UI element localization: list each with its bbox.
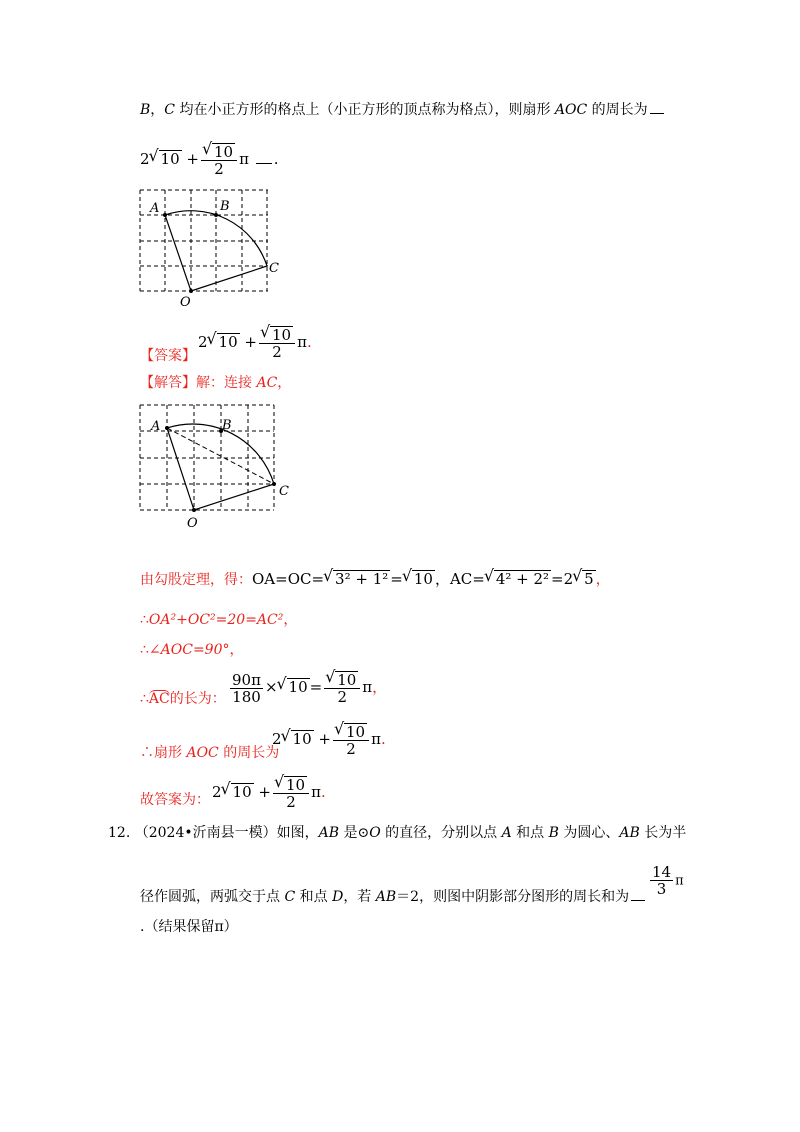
fraction: [333, 723, 369, 757]
problem11-line1: [140, 101, 666, 119]
problem12-answer: [648, 864, 684, 897]
frac-den: 2: [272, 343, 282, 361]
problem-text: ，若: [343, 889, 376, 905]
sum-squares: OA²+OC²=20=AC²: [148, 612, 284, 628]
comma: ，: [229, 642, 244, 658]
label-o: O: [180, 295, 191, 308]
therefore-symbol: ∴: [140, 612, 149, 628]
angle-aoc: ∠AOC=90°: [148, 642, 230, 658]
therefore-symbol: ∴: [140, 642, 149, 658]
problem-text: 和点: [295, 889, 333, 905]
perimeter-label: [140, 744, 279, 762]
problem-text: 长为半: [639, 825, 687, 841]
label-c: C: [269, 261, 279, 276]
point-o: [192, 508, 196, 512]
problem-text: 为圆心、: [558, 825, 620, 841]
frac-den: 2: [346, 740, 356, 758]
problem-text: 径作圆弧，两弧交于点: [140, 889, 285, 905]
problem-text: 的直径，分别以点: [380, 825, 502, 841]
period: .: [306, 333, 312, 351]
label-o: O: [187, 516, 198, 531]
pi: π: [675, 873, 684, 889]
problem-text: 是⊙: [339, 825, 370, 841]
frac-num: 90π: [232, 670, 261, 689]
pi: π: [297, 333, 307, 351]
sqrt: √ 10: [291, 730, 314, 747]
arc-length-label: [140, 690, 226, 708]
frac-den: 2: [337, 688, 348, 706]
point-a: [163, 213, 167, 217]
period: .: [320, 783, 326, 801]
frac-num: √ 10: [335, 671, 358, 688]
problem12-line2: [140, 888, 647, 906]
sqrt: √ 10: [159, 150, 182, 167]
point-b: [214, 213, 218, 217]
fraction: [201, 143, 237, 177]
fraction: [324, 671, 360, 705]
comma: ，: [283, 612, 298, 628]
label-b: B: [220, 199, 230, 214]
point-o: [189, 289, 193, 293]
frac-num: √ 10: [212, 143, 235, 160]
answer-expression: [198, 326, 312, 360]
period: .: [380, 730, 386, 748]
eq: =: [309, 678, 323, 696]
problem-number: 12.: [108, 825, 131, 841]
problem11-text: 均在小正方形的格点上（小正方形的顶点称为格点），则扇形: [175, 102, 555, 118]
sqrt-10: √ 10: [412, 570, 435, 587]
frac-den: 2: [214, 160, 224, 178]
var-aoc: AOC: [186, 745, 219, 761]
solution-heading: [140, 374, 291, 392]
comma: ，: [277, 375, 292, 391]
frac-num: √ 10: [284, 776, 307, 793]
var-ab: AB: [619, 825, 640, 841]
coef: 2: [272, 730, 282, 748]
segment-oa: [165, 215, 191, 291]
var-b: B: [548, 825, 559, 841]
sqrt-5: √ 5: [582, 570, 596, 587]
comma: ，: [372, 678, 388, 696]
arc-length-text: 的长为：: [169, 691, 226, 707]
problem11-answer-expression: [140, 143, 279, 177]
var-ac: AC: [256, 375, 278, 391]
frac-num: √ 10: [270, 326, 293, 343]
sqrt: √ 10: [287, 678, 310, 695]
var-aoc: AOC: [554, 102, 588, 118]
fraction: [259, 326, 295, 360]
fraction: [273, 776, 309, 810]
label-a: A: [151, 419, 161, 434]
solution-label: 【解答】: [140, 375, 196, 391]
point-c: [272, 482, 276, 486]
fraction-14-3: [650, 864, 673, 897]
plus: +: [258, 783, 271, 801]
perimeter-text: 扇形: [154, 745, 187, 761]
var-c: C: [164, 102, 176, 118]
eq: =: [390, 570, 403, 588]
problem-text: 和点: [511, 825, 549, 841]
problem11-text-end: 的周长为: [587, 102, 648, 118]
answer-blank: [631, 890, 645, 901]
plus: +: [244, 333, 257, 351]
ac-eq: ，AC=: [434, 570, 485, 588]
problem-text: ＝2，则图中阴影部分图形的周长和为: [396, 889, 630, 905]
problem-source: （2024•沂南县一模）如图，: [134, 825, 319, 841]
plus: +: [318, 730, 331, 748]
var-c: C: [284, 889, 296, 905]
coef: 2: [198, 333, 208, 351]
step-sum-squares: [140, 611, 297, 629]
frac-den: 2: [286, 793, 296, 811]
var-ab: AB: [318, 825, 340, 841]
frac-num: √ 10: [344, 723, 367, 740]
plus: +: [186, 150, 199, 168]
frac-den: 3: [656, 880, 667, 898]
pi: π: [311, 783, 321, 801]
label-a: A: [150, 201, 160, 216]
label-c: C: [279, 484, 289, 499]
perimeter-expression: [272, 723, 386, 757]
eq-2: =2: [551, 570, 574, 588]
answer-blank: [650, 103, 664, 114]
sqrt: √ 10: [217, 333, 240, 350]
pi: π: [371, 730, 381, 748]
answer-blank: [256, 153, 272, 164]
coef: 2: [140, 150, 150, 168]
label-b: B: [222, 418, 232, 433]
sqrt-3-1: √ 3² + 1²: [333, 570, 390, 587]
period: .: [273, 150, 279, 168]
final-answer-label: 故答案为：: [140, 792, 210, 808]
fraction-90pi-180: [230, 672, 263, 705]
times: ×: [264, 678, 278, 696]
pi: π: [362, 678, 373, 696]
var-d: D: [332, 889, 344, 905]
perimeter-text-end: 的周长为: [218, 745, 280, 761]
step-right-angle: [140, 641, 244, 659]
sqrt-4-2: √ 4² + 2²: [494, 570, 551, 587]
comma: ，: [595, 572, 610, 588]
frac-num: 14: [652, 863, 672, 881]
arc-length-expression: [228, 671, 387, 705]
arc-ac-label: AC: [148, 691, 170, 707]
segment-oc: [194, 484, 274, 510]
var-ab: AB: [375, 889, 397, 905]
point-a: [165, 426, 169, 430]
figure-sector-grid: [138, 188, 288, 308]
frac-den: 180: [232, 687, 261, 706]
pi: π: [239, 150, 249, 168]
answer-label: 【答案】: [140, 348, 196, 364]
therefore-symbol: ∴: [140, 691, 149, 707]
var-a: A: [501, 825, 512, 841]
figure-sector-grid-with-chord: [138, 403, 298, 533]
var-o: O: [369, 825, 381, 841]
segment-oc: [191, 266, 267, 291]
pythagoras-line: [140, 568, 610, 589]
pythagoras-text: 由勾股定理，得：: [140, 572, 252, 588]
problem12-line3: .（结果保留π）: [140, 919, 238, 935]
problem12-line1: [108, 824, 686, 842]
coef: 2: [212, 783, 222, 801]
var-b: B: [140, 102, 151, 118]
therefore-symbol: ∴: [140, 745, 154, 761]
final-answer-expression: [212, 776, 326, 810]
solution-intro: 解：连接: [196, 375, 257, 391]
comma: ，: [150, 102, 165, 118]
oa-eq: OA=OC=: [252, 570, 325, 588]
sqrt: √ 10: [231, 783, 254, 800]
